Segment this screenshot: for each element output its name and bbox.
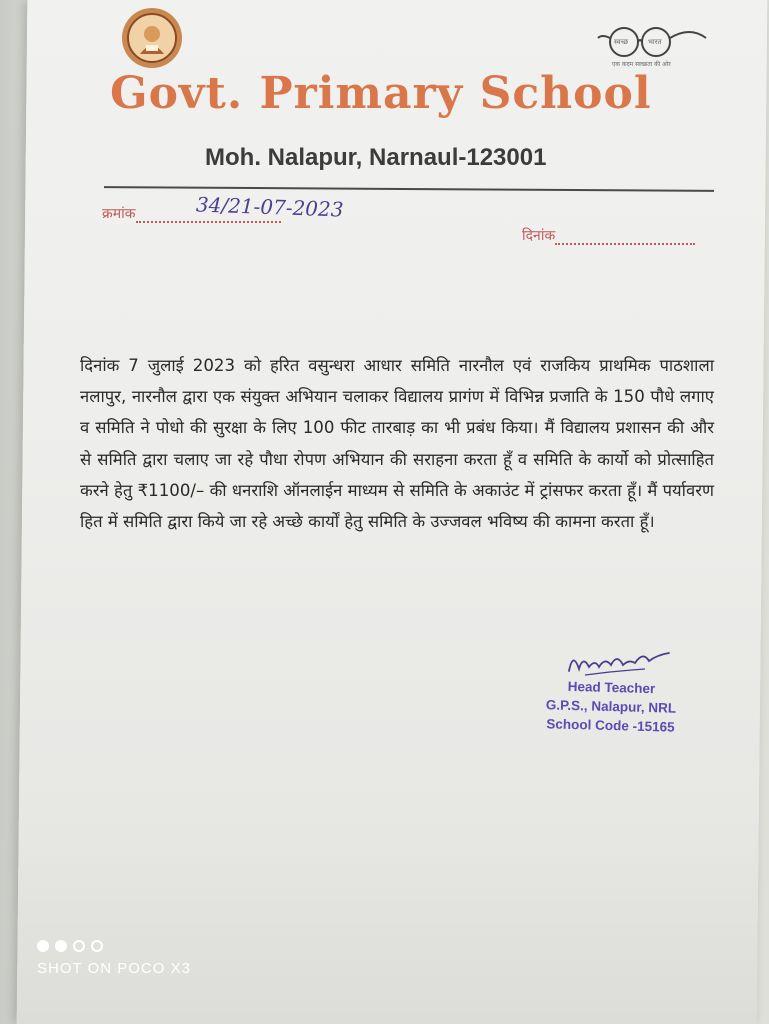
- logo-tagline: एक कदम स्वच्छता की ओर: [612, 61, 671, 68]
- reference-dotted-line: [136, 192, 344, 223]
- letter-body: दिनांक 7 जुलाई 2023 को हरित वसुन्धरा आधार समिति नारनौल एवं राजकिय प्राथमिक पाठशाला नलापुर, नारनौल द्वारा एक संयुक्त अभियान चलाकर विद्यालय प्रागंण में विभिन्न प्रजाति के 150 पौधे लगाए व समिति ने पोधो की सुरक्षा के लिए 100 फीट तारबाड़ का भी प्रबंध किया। मैं विद्यालय प्रशासन की और से समिति द्वारा चलाए जा रहे पौधा रोपण अभियान की सराहना करता हूँ व समिति के कार्यो को प्रोत्साहित करने हेतु ₹1100/– की धनराशि ऑनलाईन माध्यम से समिति के अकाउंट में ट्रांसफर करता हूँ। मैं पर्यावरण हित में समिति द्वारा किये जा रहे अच्छे कार्यों हेतु समिति के उज्जवल भविष्य की कामना करता हूँ।: [80, 356, 714, 532]
- swachh-bharat-logo-icon: [594, 24, 710, 72]
- head-teacher-signature: [565, 645, 675, 679]
- camera-watermark: [37, 940, 191, 977]
- school-address: Moh. Nalapur, Narnaul-123001: [205, 144, 547, 171]
- stamp-designation: Head Teacher: [567, 678, 656, 697]
- date-field: [522, 226, 695, 245]
- reference-label: क्रमांक: [102, 206, 136, 222]
- camera-watermark-text: SHOT ON POCO X3: [37, 960, 191, 977]
- date-label: दिनांक: [522, 228, 556, 244]
- date-dotted-line: [555, 227, 695, 245]
- camera-dots-icon: [37, 940, 191, 952]
- official-stamp: [525, 676, 696, 737]
- reference-handwritten-value: 34/21-07-2023: [195, 192, 344, 222]
- school-emblem-icon: [122, 8, 182, 68]
- stamp-school: G.P.S., Nalapur, NRL: [545, 697, 677, 716]
- swachh-word: स्वच्छ: [614, 38, 629, 46]
- reference-number-field: [102, 192, 344, 223]
- stamp-school-code: School Code -15165: [546, 716, 675, 735]
- bharat-word: भारत: [648, 38, 662, 46]
- school-name-heading: Govt. Primary School: [110, 68, 652, 119]
